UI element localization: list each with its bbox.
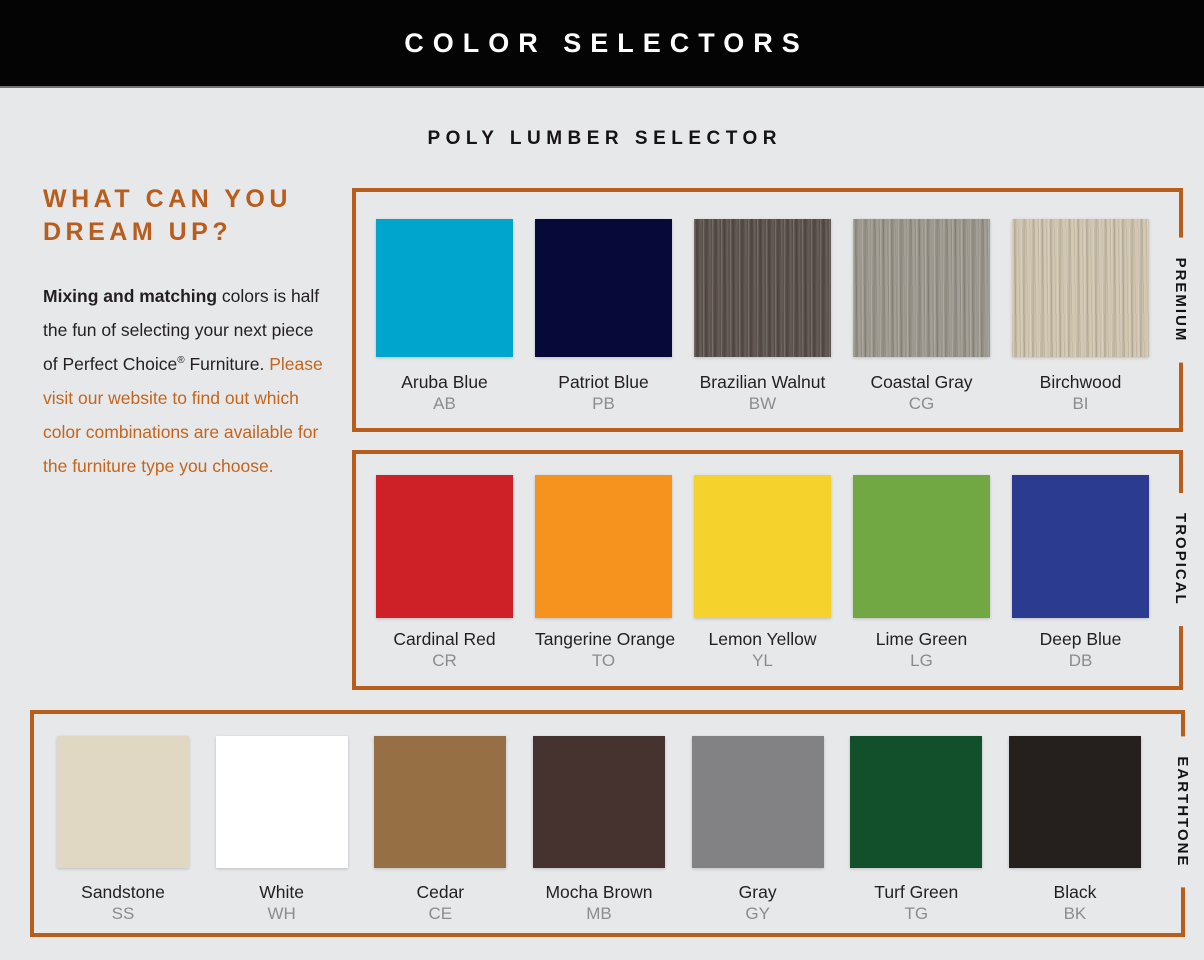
earthtone-category-label: EARTHTONE	[1172, 736, 1193, 887]
swatch-code: PB	[592, 394, 615, 413]
swatch-color-birchwood	[1012, 219, 1149, 357]
premium-section	[352, 188, 1189, 432]
swatch-color-mocha-brown	[533, 736, 665, 868]
intro-paragraph	[43, 279, 323, 483]
registered-trademark-mark: ®	[177, 355, 185, 367]
swatch-color-coastal-gray	[853, 219, 990, 357]
earthtone-swatch-row	[57, 736, 1141, 924]
swatch-code: TO	[591, 651, 616, 670]
swatch-color-white	[216, 736, 348, 868]
swatch-name: Mocha Brown	[545, 882, 653, 902]
page-title: COLOR SELECTORS	[404, 27, 809, 58]
intro-text-2: Furniture.	[184, 354, 270, 374]
swatch-code: TG	[904, 904, 929, 923]
swatch-color-lemon-yellow	[694, 475, 831, 618]
swatch-name: Tangerine Orange	[535, 629, 676, 649]
swatch-tangerine-orange[interactable]	[535, 475, 676, 671]
swatch-code: BW	[748, 394, 777, 413]
swatch-code: YL	[752, 651, 773, 670]
swatch-name: Cedar	[416, 882, 465, 902]
swatch-deep-blue[interactable]	[1012, 475, 1149, 671]
swatch-name: Birchwood	[1039, 372, 1122, 392]
swatch-code: AB	[433, 394, 456, 413]
swatch-color-aruba-blue	[376, 219, 513, 357]
swatch-code: LG	[910, 651, 933, 670]
swatch-code: CR	[432, 651, 457, 670]
intro-bold-text: Mixing and matching	[43, 286, 218, 306]
swatch-name: Lemon Yellow	[708, 629, 817, 649]
swatch-mocha-brown[interactable]	[533, 736, 665, 924]
swatch-name: Brazilian Walnut	[699, 372, 826, 392]
intro-heading	[43, 183, 338, 249]
swatch-name: Aruba Blue	[401, 372, 488, 392]
swatch-color-lime-green	[853, 475, 990, 618]
poly-lumber-selector-title: POLY LUMBER SELECTOR	[427, 128, 783, 149]
swatch-lemon-yellow[interactable]	[694, 475, 831, 671]
website-note: Please visit our website to find out which color combinations are available for the furniture type you choose.	[43, 354, 323, 476]
swatch-color-deep-blue	[1012, 475, 1149, 618]
tropical-swatch-row	[376, 475, 1149, 671]
swatch-aruba-blue[interactable]	[376, 219, 513, 414]
swatch-coastal-gray[interactable]	[853, 219, 990, 414]
swatch-color-turf-green	[850, 736, 982, 868]
tropical-section	[352, 450, 1189, 690]
swatch-turf-green[interactable]	[850, 736, 982, 924]
swatch-brazilian-walnut[interactable]	[694, 219, 831, 414]
intro-heading-line1: WHAT CAN YOU	[43, 185, 292, 213]
swatch-name: Coastal Gray	[870, 372, 973, 392]
swatch-code: BI	[1072, 394, 1089, 413]
swatch-gray[interactable]	[692, 736, 824, 924]
intro-panel	[43, 183, 338, 483]
swatch-code: MB	[586, 904, 612, 923]
swatch-color-patriot-blue	[535, 219, 672, 357]
swatch-cardinal-red[interactable]	[376, 475, 513, 671]
swatch-code: CG	[908, 394, 935, 413]
premium-swatch-row	[376, 219, 1149, 414]
swatch-color-black	[1009, 736, 1141, 868]
swatch-color-brazilian-walnut	[694, 219, 831, 357]
swatch-color-cedar	[374, 736, 506, 868]
swatch-name: Sandstone	[81, 882, 165, 902]
swatch-code: WH	[267, 904, 296, 923]
intro-text-1: colors is half the fun of selecting your next piece of Perfect Choice	[43, 286, 320, 374]
swatch-color-sandstone	[57, 736, 189, 868]
swatch-code: CE	[428, 904, 453, 923]
swatch-color-cardinal-red	[376, 475, 513, 618]
swatch-code: SS	[111, 904, 135, 923]
swatch-name: Black	[1053, 882, 1097, 902]
swatch-name: Patriot Blue	[558, 372, 649, 392]
header-bar	[0, 0, 1204, 88]
earthtone-section	[30, 710, 1191, 937]
swatch-name: Turf Green	[874, 882, 959, 902]
swatch-sandstone[interactable]	[57, 736, 189, 924]
swatch-black[interactable]	[1009, 736, 1141, 924]
swatch-name: Deep Blue	[1039, 629, 1122, 649]
premium-category-label: PREMIUM	[1170, 238, 1191, 363]
swatch-birchwood[interactable]	[1012, 219, 1149, 414]
swatch-color-gray	[692, 736, 824, 868]
swatch-color-tangerine-orange	[535, 475, 672, 618]
swatch-name: Lime Green	[875, 629, 968, 649]
swatch-code: DB	[1068, 651, 1093, 670]
swatch-white[interactable]	[216, 736, 348, 924]
swatch-name: Cardinal Red	[393, 629, 496, 649]
swatch-name: White	[259, 882, 305, 902]
swatch-name: Gray	[738, 882, 777, 902]
intro-heading-line2: DREAM UP?	[43, 218, 233, 246]
swatch-code: BK	[1063, 904, 1087, 923]
tropical-category-label: TROPICAL	[1170, 493, 1191, 626]
swatch-cedar[interactable]	[374, 736, 506, 924]
swatch-code: GY	[745, 904, 770, 923]
swatch-lime-green[interactable]	[853, 475, 990, 671]
swatch-patriot-blue[interactable]	[535, 219, 672, 414]
